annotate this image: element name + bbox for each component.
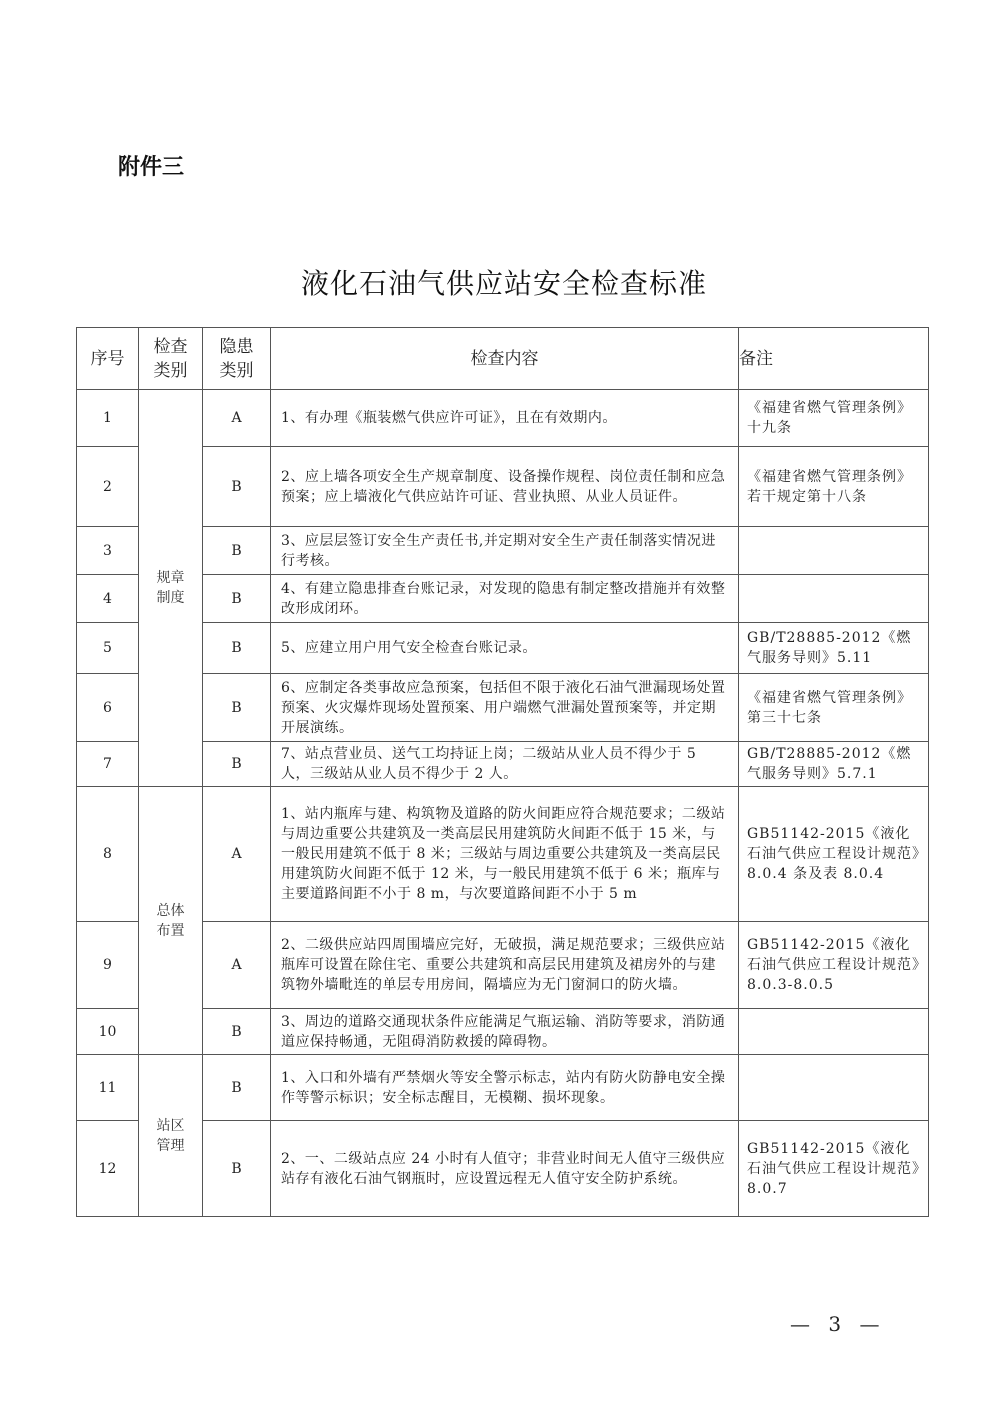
table-header-row xyxy=(77,328,929,390)
table-row xyxy=(77,527,929,575)
row-number: 1 xyxy=(77,390,139,447)
remark: GB51142-2015《液化石油气供应工程设计规范》8.0.4 条及表 8.0.4 xyxy=(739,787,929,922)
attachment-label: 附件三 xyxy=(118,154,185,180)
row-number: 8 xyxy=(77,787,139,922)
table-row xyxy=(77,742,929,787)
hazard-level: B xyxy=(203,527,271,575)
hazard-level: B xyxy=(203,1121,271,1217)
row-number: 5 xyxy=(77,623,139,674)
hazard-level: A xyxy=(203,390,271,447)
inspection-standard-table xyxy=(76,327,929,1217)
remark: 《福建省燃气管理条例》第三十七条 xyxy=(739,674,929,742)
header-level xyxy=(203,328,271,390)
hazard-level: B xyxy=(203,1009,271,1055)
check-content: 1、站内瓶库与建、构筑物及道路的防火间距应符合规范要求；二级站与周边重要公共建筑及一类高层民用建筑防火间距不低于 15 米，与一般民用建筑不低于 8 米；三级站与周边重要公共建筑及一类高层民用建筑防火间距不低于 12 米，与一般民用建筑不低于 6 米；瓶库与主要道路间距不小于 8 m，与次要道路间距不小于 5 m xyxy=(271,787,739,922)
check-content: 1、入口和外墙有严禁烟火等安全警示标志，站内有防火防静电安全操作等警示标识；安全标志醒目，无模糊、损坏现象。 xyxy=(271,1055,739,1121)
check-content: 6、应制定各类事故应急预案，包括但不限于液化石油气泄漏现场处置预案、火灾爆炸现场处置预案、用户端燃气泄漏处置预案等，并定期开展演练。 xyxy=(271,674,739,742)
row-number: 10 xyxy=(77,1009,139,1055)
remark xyxy=(739,1055,929,1121)
row-number: 6 xyxy=(77,674,139,742)
row-number: 4 xyxy=(77,575,139,623)
hazard-level: B xyxy=(203,447,271,527)
table-row xyxy=(77,1055,929,1121)
check-content: 2、二级供应站四周围墙应完好，无破损，满足规范要求；三级供应站瓶库可设置在除住宅、重要公共建筑和高层民用建筑及裙房外的与建筑物外墙毗连的单层专用房间，隔墙应为无门窗洞口的防火墙。 xyxy=(271,922,739,1009)
table-row xyxy=(77,674,929,742)
remark xyxy=(739,575,929,623)
row-number: 12 xyxy=(77,1121,139,1217)
page-number: — 3 — xyxy=(790,1312,886,1336)
table-row xyxy=(77,623,929,674)
check-content: 3、周边的道路交通现状条件应能满足气瓶运输、消防等要求，消防通道应保持畅通，无阻碍消防救援的障碍物。 xyxy=(271,1009,739,1055)
hazard-level: B xyxy=(203,623,271,674)
hazard-level: A xyxy=(203,922,271,1009)
check-content: 7、站点营业员、送气工均持证上岗；二级站从业人员不得少于 5 人，三级站从业人员不得少于 2 人。 xyxy=(271,742,739,787)
table-row xyxy=(77,575,929,623)
category-label: 总体布置 xyxy=(156,902,185,939)
row-number: 3 xyxy=(77,527,139,575)
remark: GB/T28885-2012《燃气服务导则》5.7.1 xyxy=(739,742,929,787)
header-note: 备注 xyxy=(739,328,929,390)
remark: GB51142-2015《液化石油气供应工程设计规范》8.0.3-8.0.5 xyxy=(739,922,929,1009)
table-row xyxy=(77,447,929,527)
check-content: 1、有办理《瓶装燃气供应许可证》，且在有效期内。 xyxy=(271,390,739,447)
hazard-level: B xyxy=(203,674,271,742)
row-number: 11 xyxy=(77,1055,139,1121)
row-number: 7 xyxy=(77,742,139,787)
table-row xyxy=(77,1121,929,1217)
remark: GB51142-2015《液化石油气供应工程设计规范》8.0.7 xyxy=(739,1121,929,1217)
category-label: 规章制度 xyxy=(156,570,185,606)
check-content: 2、应上墙各项安全生产规章制度、设备操作规程、岗位责任制和应急预案；应上墙液化气供应站许可证、营业执照、从业人员证件。 xyxy=(271,447,739,527)
check-content: 2、一、二级站点应 24 小时有人值守；非营业时间无人值守三级供应站存有液化石油气钢瓶时，应设置远程无人值守安全防护系统。 xyxy=(271,1121,739,1217)
category-cell xyxy=(139,787,203,1055)
header-category-text: 检查类别 xyxy=(153,336,188,381)
remark: 《福建省燃气管理条例》若干规定第十八条 xyxy=(739,447,929,527)
remark xyxy=(739,1009,929,1055)
remark: 《福建省燃气管理条例》十九条 xyxy=(739,390,929,447)
row-number: 2 xyxy=(77,447,139,527)
remark xyxy=(739,527,929,575)
row-number: 9 xyxy=(77,922,139,1009)
remark: GB/T28885-2012《燃气服务导则》5.11 xyxy=(739,623,929,674)
header-no: 序号 xyxy=(77,328,139,390)
category-label: 站区管理 xyxy=(156,1117,185,1154)
check-content: 4、有建立隐患排查台账记录，对发现的隐患有制定整改措施并有效整改形成闭环。 xyxy=(271,575,739,623)
header-category xyxy=(139,328,203,390)
table-row xyxy=(77,390,929,447)
hazard-level: A xyxy=(203,787,271,922)
check-content: 5、应建立用户用气安全检查台账记录。 xyxy=(271,623,739,674)
check-content: 3、应层层签订安全生产责任书,并定期对安全生产责任制落实情况进行考核。 xyxy=(271,527,739,575)
category-cell xyxy=(139,1055,203,1217)
table-row xyxy=(77,1009,929,1055)
hazard-level: B xyxy=(203,742,271,787)
hazard-level: B xyxy=(203,1055,271,1121)
hazard-level: B xyxy=(203,575,271,623)
document-title: 液化石油气供应站安全检查标准 xyxy=(300,267,707,300)
table-row xyxy=(77,787,929,922)
header-level-text: 隐患类别 xyxy=(219,336,254,381)
category-cell xyxy=(139,390,203,787)
header-content: 检查内容 xyxy=(271,328,739,390)
table-row xyxy=(77,922,929,1009)
